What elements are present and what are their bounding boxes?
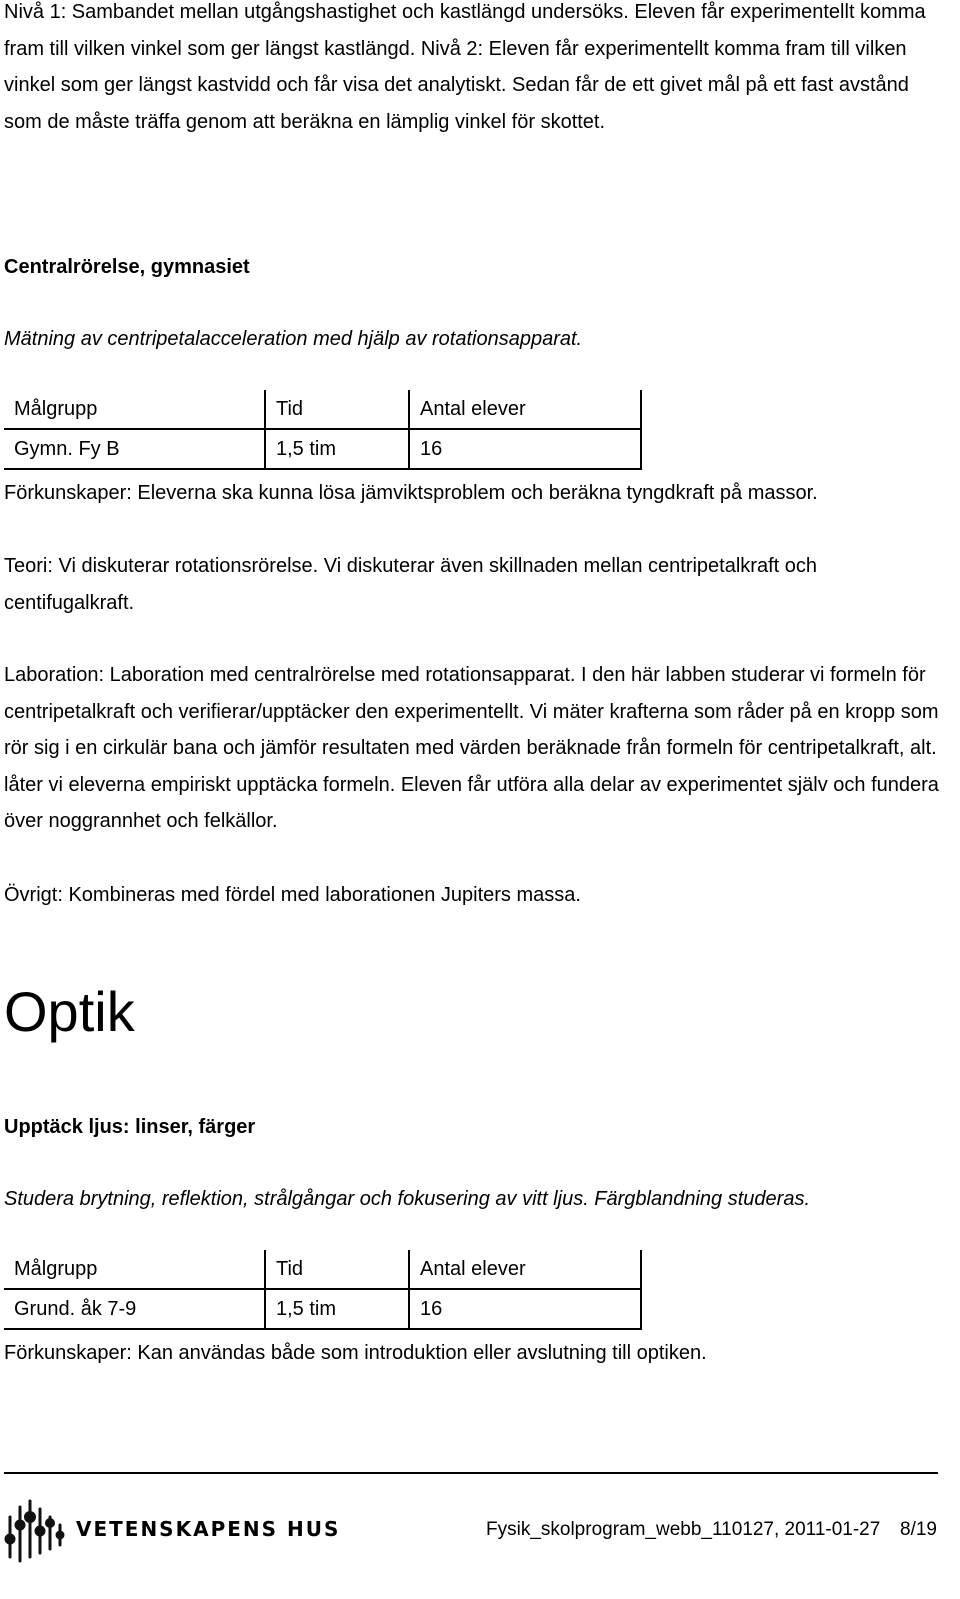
table-header-malgrupp: Målgrupp (4, 390, 265, 429)
table-header-malgrupp: Målgrupp (4, 1250, 265, 1289)
footer-page-number: 8/19 (900, 1519, 937, 1540)
forkunskaper-optik: Förkunskaper: Kan användas både som introduktion eller avslutning till optiken. (4, 1342, 707, 1364)
footer-document-name: Fysik_skolprogram_webb_110127, 2011-01-27 (486, 1519, 881, 1540)
teori-paragraph: Teori: Vi diskuterar rotationsrörelse. Vi diskuterar även skillnaden mellan centripetalkraft och centifugalkraft. (4, 555, 817, 614)
table-cell-tid: 1,5 tim (265, 429, 409, 469)
table-header-tid: Tid (265, 390, 409, 429)
info-table-centralrorelse (4, 390, 642, 470)
intro-paragraph: Nivå 1: Sambandet mellan utgångshastighet och kastlängd undersöks. Eleven får experimentellt komma fram till vilken vinkel som ger längst kastlängd. Nivå 2: Eleven får experimentellt komma fram till vilken vinkel som ger längst kastvidd och får visa det analytiskt. Sedan får de ett givet mål på ett fast avstånd som de måste träffa genom att beräkna en lämplig vinkel för skottet. (4, 1, 926, 133)
footer-divider (4, 1472, 938, 1474)
table-cell-tid: 1,5 tim (265, 1289, 409, 1329)
laboration-paragraph: Laboration: Laboration med centralrörelse med rotationsapparat. I den här labben studerar vi formeln för centripetalkraft och verifierar/upptäcker den experimentellt. Vi mäter krafterna som råder på en kropp som rör sig i en cirkulär bana och jämför resultaten med värden beräknade från formeln för centripetalkraft, alt. låter vi eleverna empiriskt upptäcka formeln. Eleven får utföra alla delar av experimentet själv och fundera över noggrannhet och felkällor. (4, 664, 939, 832)
section-heading-centralrorelse: Centralrörelse, gymnasiet (4, 256, 250, 278)
table-cell-malgrupp: Grund. åk 7-9 (4, 1289, 265, 1329)
table-cell-antal: 16 (409, 429, 641, 469)
section-title-optik: Optik (4, 980, 135, 1043)
organ-pipe-logo-icon (4, 1495, 68, 1565)
logo-text: VETENSKAPENS HUS (76, 1517, 341, 1541)
table-row (4, 1289, 641, 1329)
section-heading-optik: Upptäck ljus: linser, färger (4, 1116, 256, 1138)
forkunskaper-centralrorelse: Förkunskaper: Eleverna ska kunna lösa jämviktsproblem och beräkna tyngdkraft på massor. (4, 482, 818, 504)
table-cell-malgrupp: Gymn. Fy B (4, 429, 265, 469)
info-table-optik (4, 1250, 642, 1330)
ovrigt-paragraph: Övrigt: Kombineras med fördel med laborationen Jupiters massa. (4, 884, 581, 906)
section-subtitle-centralrorelse: Mätning av centripetalacceleration med hjälp av rotationsapparat. (4, 328, 583, 350)
vetenskapens-hus-logo (4, 1495, 341, 1565)
section-subtitle-optik: Studera brytning, reflektion, strålgångar och fokusering av vitt ljus. Färgblandning studeras. (4, 1188, 810, 1210)
table-header-antal: Antal elever (409, 1250, 641, 1289)
table-header-row (4, 1250, 641, 1289)
table-header-tid: Tid (265, 1250, 409, 1289)
table-row (4, 429, 641, 469)
table-header-antal: Antal elever (409, 390, 641, 429)
table-cell-antal: 16 (409, 1289, 641, 1329)
table-header-row (4, 390, 641, 429)
